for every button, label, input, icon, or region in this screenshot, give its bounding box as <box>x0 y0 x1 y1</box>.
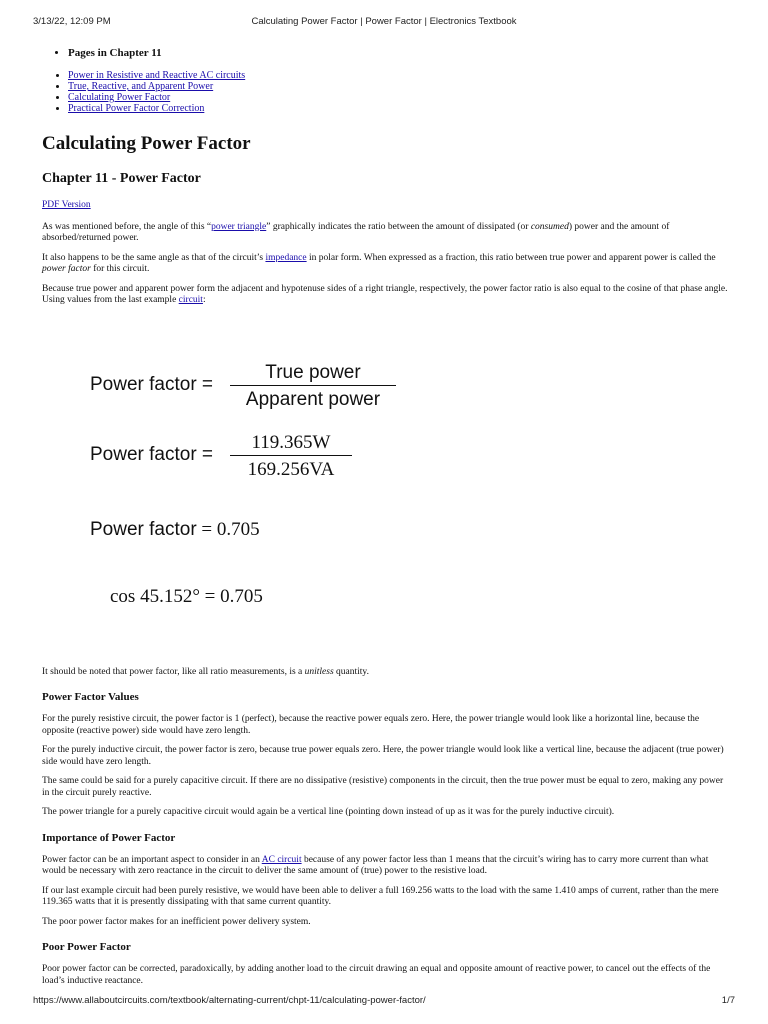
pdf-version-link[interactable]: PDF Version <box>42 200 91 210</box>
pdf-paragraph <box>42 200 730 212</box>
chapter-nav-list <box>42 70 730 114</box>
emphasis: power factor <box>42 264 91 274</box>
nav-link-power-resistive-reactive[interactable]: Power in Resistive and Reactive AC circuits <box>68 70 246 81</box>
paragraph-capacitive: The same could be said for a purely capacitive circuit. If there are no dissipative (resistive) components in the circuit, then the true power must be equal to zero, making any power in the circuit purely reactive. <box>42 776 724 798</box>
eq2-denominator: 169.256VA <box>230 455 352 481</box>
text: because of any power factor less than 1 means that the circuit’s wiring has to carry more current than what would be necessary with zero reactance in the circuit to deliver the same amount of (true) power to the resistive load. <box>42 854 709 876</box>
eq3-lhs: Power factor <box>90 518 197 540</box>
text: Power factor can be an important aspect to consider in an <box>42 854 262 865</box>
chapter-title: Chapter 11 - Power Factor <box>42 171 201 186</box>
chapter-nav-item <box>68 70 730 81</box>
chapter-nav-heading-list <box>42 46 730 60</box>
eq1-lhs: Power factor = <box>90 373 214 395</box>
print-page-count: 1/7 <box>721 995 735 1006</box>
print-page-title: Calculating Power Factor | Power Factor | Electronics Textbook <box>251 16 517 27</box>
text: As was mentioned before, the angle of this “ <box>42 221 212 232</box>
paragraph-unitless <box>42 667 730 679</box>
heading-power-factor-values: Power Factor Values <box>42 691 139 703</box>
page-title: Calculating Power Factor <box>42 133 251 154</box>
paragraph-impedance <box>42 253 730 276</box>
paragraph-inefficient: The poor power factor makes for an inefficient power delivery system. <box>42 916 311 927</box>
paragraph-inductive: For the purely inductive circuit, the power factor is zero, because true power equals zero. Here, the power triangle would look like a vertical line, because the adjacent (true power) side would have zero length. <box>42 745 724 767</box>
nav-link-practical-correction[interactable]: Practical Power Factor Correction <box>68 103 205 114</box>
text: ” graphically indicates the ratio between the amount of dissipated (or <box>266 221 531 232</box>
emphasis: unitless <box>304 666 334 677</box>
text: quantity. <box>333 666 369 677</box>
chapter-nav-item <box>68 81 730 92</box>
circuit-link[interactable]: circuit <box>178 295 203 305</box>
eq3 <box>90 519 260 541</box>
nav-link-calculating-power-factor[interactable]: Calculating Power Factor <box>68 92 171 103</box>
text: Because true power and apparent power form the adjacent and hypotenuse sides of a right triangle, respectively, the power factor ratio is also equal to the cosine of that phase angle. Using values from the last example <box>42 283 728 305</box>
chapter-nav-item <box>68 103 730 114</box>
text: It should be noted that power factor, like all ratio measurements, is a <box>42 666 305 677</box>
paragraph-intro <box>42 222 730 245</box>
nav-link-true-reactive-apparent[interactable]: True, Reactive, and Apparent Power <box>68 81 214 92</box>
paragraph-cosine <box>42 284 730 307</box>
paragraph-purely-resistive-example: If our last example circuit had been purely resistive, we would have been able to deliver a full 169.256 watts to the load with the same 1.410 amps of current, rather than the mere 119.365 watts that it is presently dissipating with that same current quantity. <box>42 885 719 907</box>
chapter-nav-heading: • Pages in Chapter 11 <box>68 46 730 60</box>
paragraph-correction: Poor power factor can be corrected, paradoxically, by adding another load to the circuit drawing an equal and opposite amount of reactive power, to cancel out the effects of the load’s inductive reactance. <box>42 964 711 986</box>
text: : <box>202 295 206 305</box>
print-date: 3/13/22, 12:09 PM <box>33 16 111 27</box>
power-triangle-link[interactable]: power triangle <box>211 221 267 232</box>
emphasis: consumed <box>530 221 569 232</box>
print-header <box>33 16 735 30</box>
eq2-fraction <box>230 432 352 481</box>
eq1-fraction <box>230 362 396 411</box>
impedance-link[interactable]: impedance <box>265 252 307 263</box>
text: for this circuit. <box>90 264 150 274</box>
equations-figure <box>42 307 730 667</box>
eq2-lhs: Power factor = <box>90 443 214 465</box>
print-url: https://www.allaboutcircuits.com/textbook/alternating-current/chpt-11/calculating-power-factor/ <box>33 995 426 1006</box>
ac-circuit-link[interactable]: AC circuit <box>261 854 302 865</box>
paragraph-importance <box>42 855 730 878</box>
eq2-numerator: 119.365W <box>251 431 331 453</box>
eq1-numerator: True power <box>265 361 361 383</box>
heading-importance: Importance of Power Factor <box>42 831 176 844</box>
text: ) power and the amount of absorbed/returned power. <box>42 221 670 243</box>
eq4: cos 45.152° = 0.705 <box>110 585 263 607</box>
paragraph-resistive: For the purely resistive circuit, the power factor is 1 (perfect), because the reactive power equals zero. Here, the power triangle would look like a horizontal line, because the opposite (reactive power) side would have zero length. <box>42 714 700 736</box>
text: It also happens to be the same angle as that of the circuit’s <box>42 252 266 263</box>
article-content <box>42 46 730 987</box>
eq1-denominator: Apparent power <box>230 385 396 411</box>
eq3-rhs: = 0.705 <box>201 518 260 540</box>
text: in polar form. When expressed as a fraction, this ratio between true power and apparent power is called the <box>306 252 716 263</box>
print-footer <box>33 995 735 1009</box>
chapter-nav-item <box>68 92 730 103</box>
heading-poor-power-factor: Poor Power Factor <box>42 941 131 953</box>
paragraph-capacitive-triangle: The power triangle for a purely capacitive circuit would again be a vertical line (pointing down instead of up as it was for the purely inductive circuit). <box>42 807 615 817</box>
